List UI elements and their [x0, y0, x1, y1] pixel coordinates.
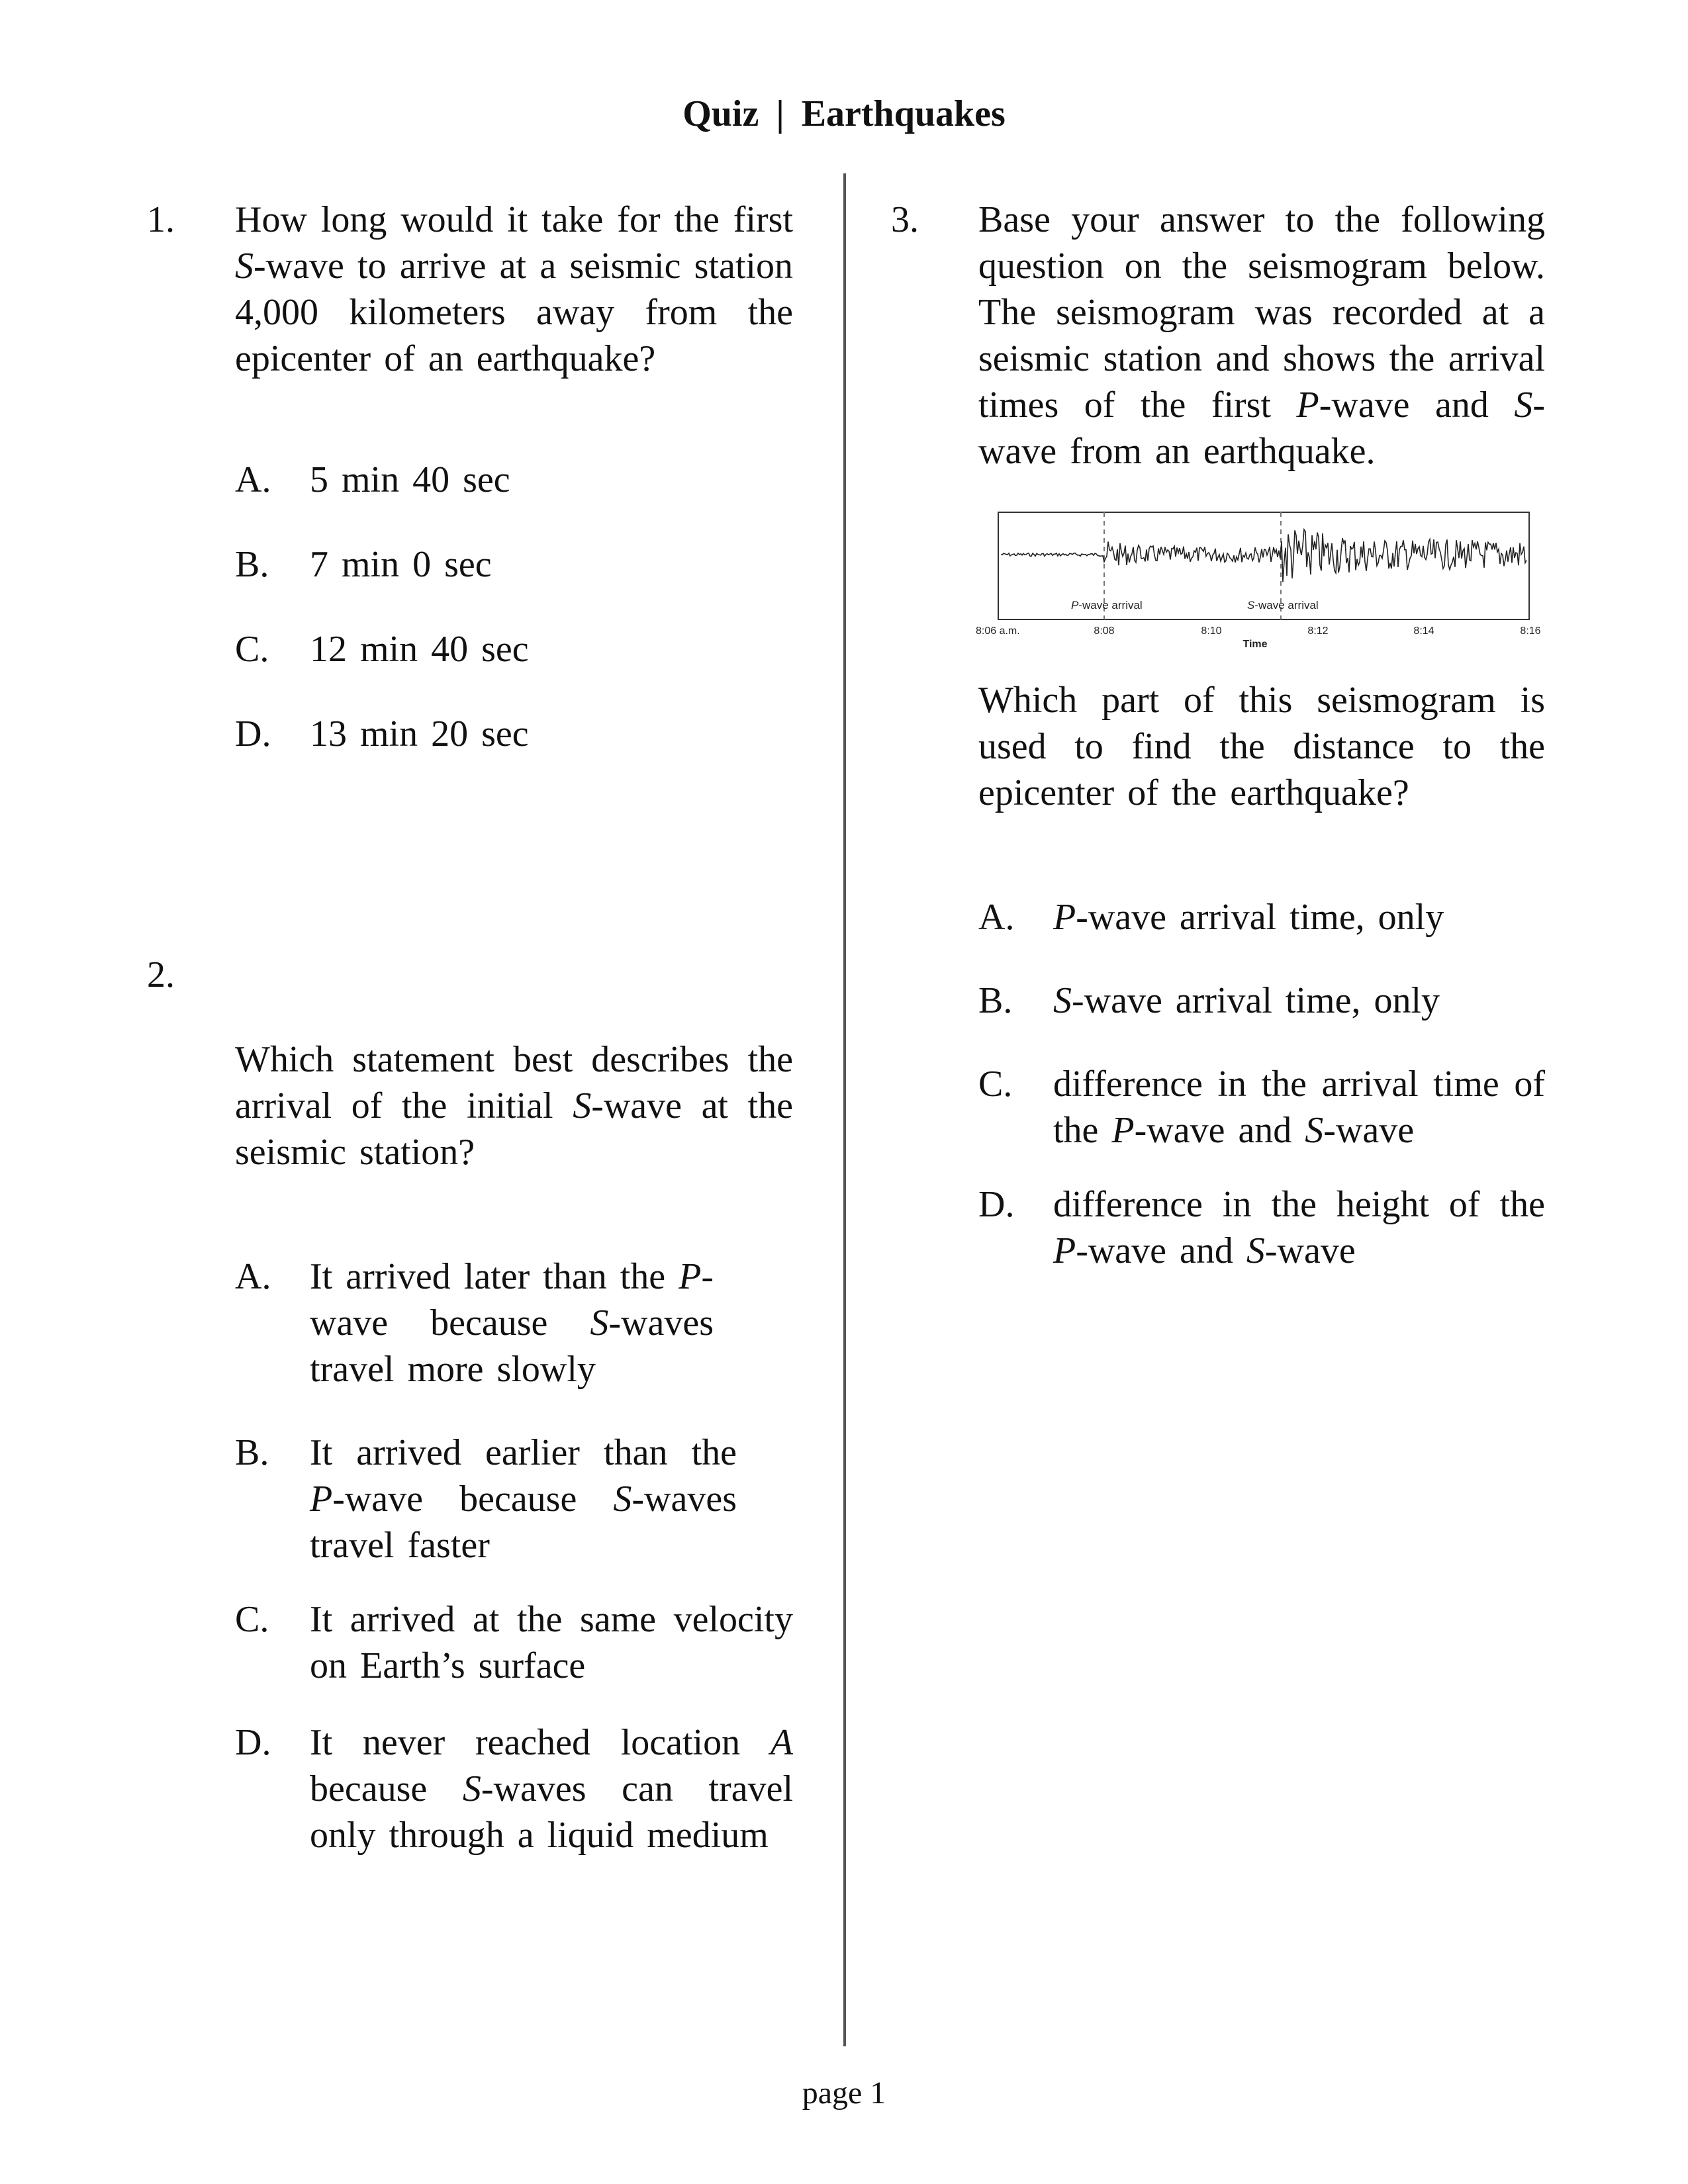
question-1-number: 1. [147, 199, 175, 240]
question-3-intro: Base your answer to the following question on the seismogram below. The seismogram was recorded at a seismic station and shows the arrival times of the first P-wave and S-wave from an earthquake. [978, 199, 1546, 472]
question-2-text: Which statement best describes the arrival of the initial S-wave at the seismic station? [235, 1039, 793, 1173]
question-1-option-c-letter: C. [235, 629, 269, 670]
p-wave-arrival-label: P-wave arrival [1071, 599, 1143, 612]
question-2-option-a[interactable]: It arrived later than the P-wave because S-waves travel more slowly [310, 1256, 714, 1390]
question-2-option-c[interactable]: It arrived at the same velocity on Earth’s surface [310, 1599, 793, 1686]
question-2-number: 2. [147, 954, 175, 995]
question-1-option-a[interactable]: 5 min 40 sec [310, 459, 510, 500]
x-tick-812: 8:12 [1307, 625, 1329, 637]
column-divider [843, 173, 846, 2046]
question-3-option-d-letter: D. [978, 1184, 1015, 1225]
x-tick-810: 8:10 [1201, 625, 1222, 637]
question-3-option-c-letter: C. [978, 1064, 1013, 1105]
quiz-topic: Earthquakes [801, 93, 1006, 134]
question-1-option-c[interactable]: 12 min 40 sec [310, 629, 529, 670]
page-number: page 1 [802, 2075, 886, 2111]
x-tick-814: 8:14 [1413, 625, 1434, 637]
x-axis-label: Time [1243, 639, 1268, 650]
question-3-option-a[interactable]: P-wave arrival time, only [1053, 897, 1444, 938]
question-3-option-b-letter: B. [978, 980, 1013, 1021]
question-1-option-b-letter: B. [235, 544, 269, 585]
question-1-option-a-letter: A. [235, 459, 271, 500]
question-2-option-a-letter: A. [235, 1256, 271, 1297]
x-tick-808: 8:08 [1094, 625, 1115, 637]
question-2-option-b-letter: B. [235, 1432, 269, 1473]
quiz-title [0, 87, 1688, 140]
x-tick-806: 8:06 a.m. [976, 625, 1020, 637]
question-2-option-d[interactable]: It never reached location A because S-waves can travel only through a liquid medium [310, 1722, 794, 1856]
seismogram-svg [972, 503, 1554, 655]
question-3-option-d[interactable]: difference in the height of the P-wave and S-wave [1053, 1184, 1545, 1271]
question-1-option-d[interactable]: 13 min 20 sec [310, 713, 529, 754]
question-3-option-c[interactable]: difference in the arrival time of the P-wave and S-wave [1053, 1064, 1545, 1151]
x-tick-816: 8:16 [1520, 625, 1541, 637]
question-1-option-b[interactable]: 7 min 0 sec [310, 544, 492, 585]
question-1-text: How long would it take for the first S-wave to arrive at a seismic station 4,000 kilometers away from the epicenter of an earthquake? [235, 199, 793, 379]
question-3-option-b[interactable]: S-wave arrival time, only [1053, 980, 1440, 1021]
title-divider: | [776, 93, 784, 134]
question-2-option-b[interactable]: It arrived earlier than the P-wave because S-waves travel faster [310, 1432, 737, 1566]
question-3-text: Which part of this seismogram is used to find the distance to the epicenter of the earthquake? [978, 680, 1545, 813]
question-3-option-a-letter: A. [978, 897, 1015, 938]
question-2-option-d-letter: D. [235, 1722, 271, 1763]
seismogram-figure [972, 503, 1554, 655]
s-wave-arrival-label: S-wave arrival [1247, 599, 1319, 612]
question-2-option-c-letter: C. [235, 1599, 269, 1640]
quiz-label: Quiz [682, 93, 759, 134]
question-3-number: 3. [891, 199, 919, 240]
question-1-option-d-letter: D. [235, 713, 271, 754]
